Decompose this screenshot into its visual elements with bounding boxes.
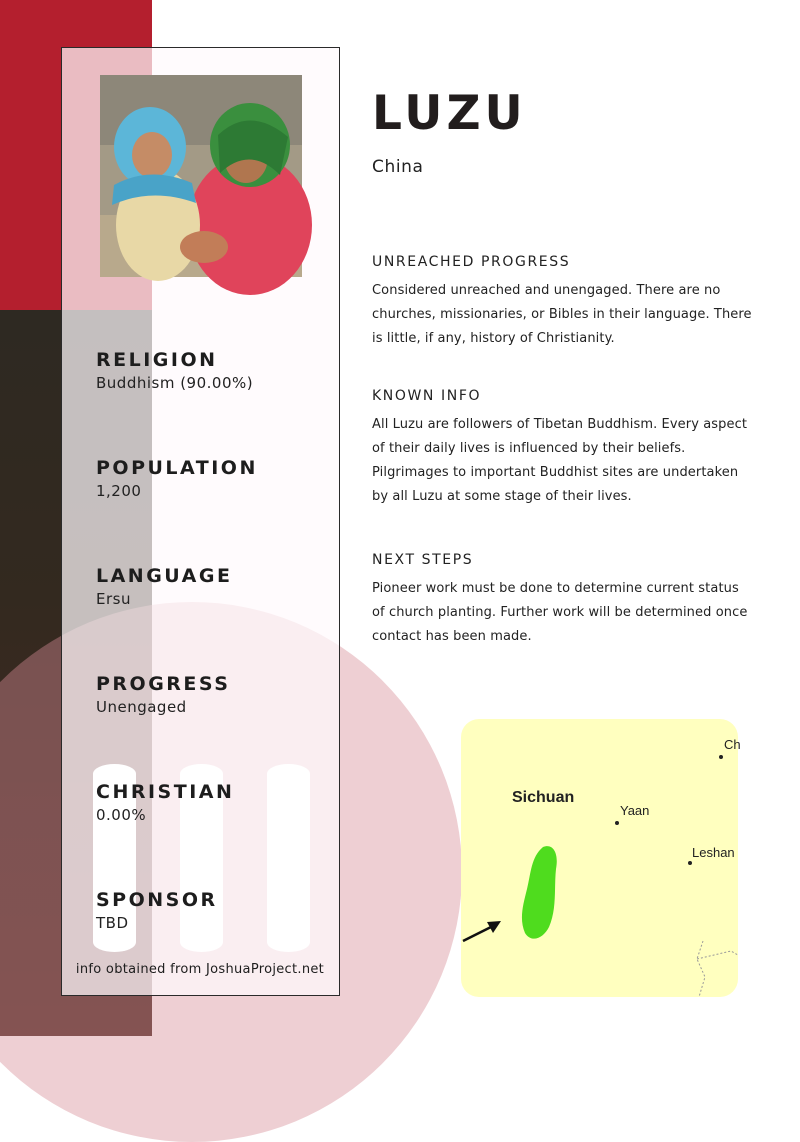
- section-unreached-progress: [372, 253, 752, 351]
- map-region-label: Sichuan: [512, 789, 575, 806]
- stat-value: Unengaged: [96, 698, 187, 716]
- section-heading: KNOWN INFO: [372, 388, 482, 404]
- stat-religion: [96, 348, 253, 393]
- country-label: China: [372, 157, 424, 177]
- section-known-info: [372, 387, 752, 509]
- map-city-dot: [719, 755, 723, 759]
- location-map: [461, 719, 741, 997]
- map-city-label: Ch: [724, 737, 741, 752]
- section-body: Pioneer work must be done to determine current status of church planting. Further work will be determined once contact has been made.: [372, 581, 748, 644]
- map-city-dot: [688, 861, 692, 865]
- page-title: LUZU: [372, 86, 527, 141]
- stat-label: PROGRESS: [96, 673, 231, 695]
- stat-value: Buddhism (90.00%): [96, 374, 254, 392]
- stat-label: LANGUAGE: [96, 565, 233, 587]
- stat-population: [96, 456, 258, 501]
- map-city-label: Yaan: [620, 803, 650, 818]
- stat-sponsor: [96, 888, 218, 933]
- stat-label: SPONSOR: [96, 889, 218, 911]
- stat-value: Ersu: [96, 590, 131, 608]
- map-city-label: Leshan: [692, 845, 735, 860]
- stat-label: RELIGION: [96, 349, 218, 371]
- stat-progress: [96, 672, 230, 717]
- section-body: All Luzu are followers of Tibetan Buddhism. Every aspect of their daily lives is influenced by their beliefs. Pilgrimages to important Buddhist sites are undertaken by all Luzu at some stage of their lives.: [372, 417, 748, 504]
- stat-label: CHRISTIAN: [96, 781, 235, 803]
- people-group-photo: [100, 75, 302, 277]
- stat-value: TBD: [96, 914, 129, 932]
- stat-value: 1,200: [96, 482, 142, 500]
- section-next-steps: [372, 551, 752, 649]
- section-heading: NEXT STEPS: [372, 552, 474, 568]
- map-city-dot: [615, 821, 619, 825]
- section-heading: UNREACHED PROGRESS: [372, 254, 571, 270]
- source-note: info obtained from JoshuaProject.net: [75, 962, 325, 977]
- stat-label: POPULATION: [96, 457, 258, 479]
- stat-language: [96, 564, 232, 609]
- decorative-pill: [267, 764, 310, 952]
- section-body: Considered unreached and unengaged. There are no churches, missionaries, or Bibles in their language. There is little, if any, history of Christianity.: [372, 283, 752, 346]
- stat-christian: [96, 780, 234, 825]
- stat-value: 0.00%: [96, 806, 147, 824]
